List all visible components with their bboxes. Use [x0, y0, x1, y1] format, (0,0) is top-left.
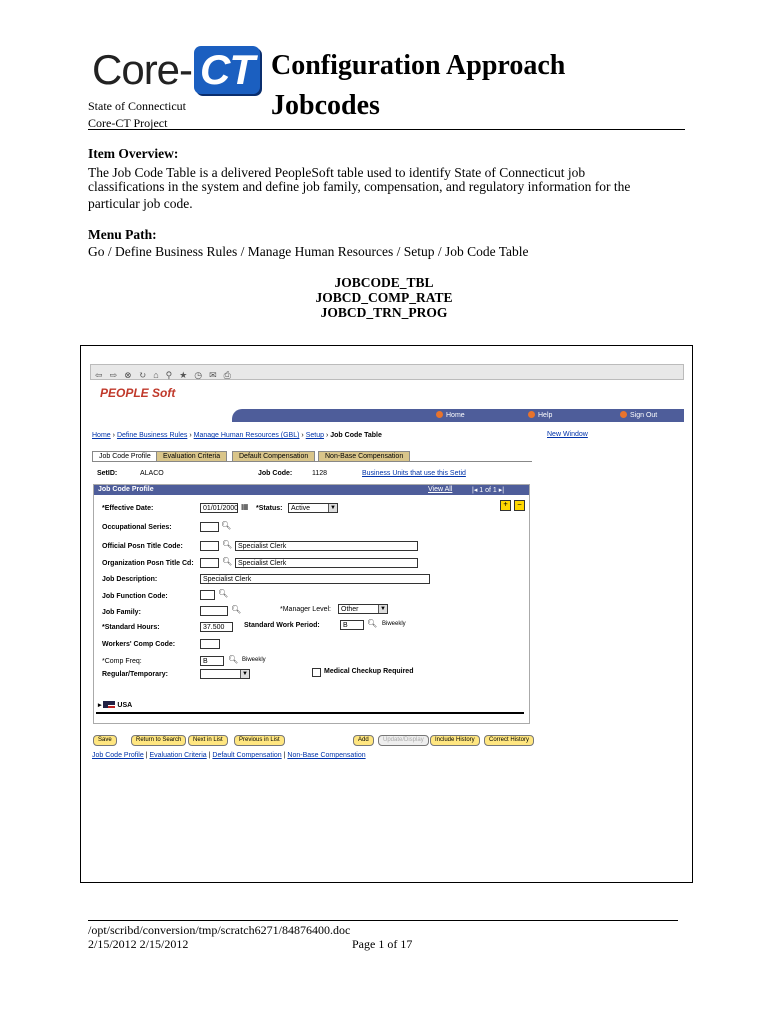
manager-level-label: *Manager Level:: [280, 606, 331, 613]
setid-value: ALACO: [140, 470, 164, 477]
job-function-input[interactable]: [200, 590, 215, 600]
reg-temp-label: Regular/Temporary:: [102, 671, 168, 678]
breadcrumb: Home › Define Business Rules › Manage Human Resources (GBL) › Setup › Job Code Table: [92, 432, 382, 439]
help-link[interactable]: Help: [528, 411, 552, 419]
overview-line: classifications in the system and define job family, compensation, and regulatory information for the: [88, 179, 631, 194]
org-name: State of Connecticut: [88, 99, 186, 113]
back-icon[interactable]: ⇦: [95, 370, 103, 380]
add-row-button[interactable]: +: [500, 500, 511, 511]
country-section[interactable]: ▸ USA: [98, 702, 133, 709]
help-icon: [528, 411, 535, 418]
std-period-desc: Biweekly: [382, 621, 406, 627]
effective-date-label: *Effective Date:: [102, 505, 154, 512]
bottom-tab-links: Job Code Profile | Evaluation Criteria | Default Compensation | Non-Base Compensation: [92, 752, 366, 759]
peoplesoft-logo: PEOPLE Soft: [100, 386, 176, 400]
tab-baseline: [92, 461, 532, 462]
job-function-label: Job Function Code:: [102, 593, 168, 600]
include-history-button[interactable]: Include History: [430, 735, 480, 746]
panel-header: Job Code Profile View All |◂ 1 of 1 ▸|: [94, 485, 529, 495]
effective-date-input[interactable]: 01/01/2000: [200, 503, 238, 513]
table-name: JOBCD_COMP_RATE: [315, 290, 453, 305]
comp-freq-input[interactable]: B: [200, 656, 224, 666]
update-display-button[interactable]: Update/Display: [378, 735, 429, 746]
doc-subtitle: Jobcodes: [271, 90, 380, 121]
jobcode-value: 1128: [312, 470, 328, 477]
comp-freq-label: *Comp Freq:: [102, 658, 142, 665]
refresh-icon[interactable]: ↻: [138, 370, 147, 380]
std-hours-label: *Standard Hours:: [102, 624, 160, 631]
print-icon[interactable]: ⎙: [223, 370, 231, 380]
overview-line: The Job Code Table is a delivered PeopleSoft table used to identify State of Connecticut job: [88, 165, 586, 180]
lookup-icon[interactable]: 🔍︎: [218, 589, 229, 598]
org-title-desc[interactable]: Specialist Clerk: [235, 558, 418, 568]
new-window-link[interactable]: New Window: [547, 431, 588, 438]
medical-label: Medical Checkup Required: [324, 668, 414, 675]
menu-path: Go / Define Business Rules / Manage Human Resources / Setup / Job Code Table: [88, 244, 529, 259]
status-select[interactable]: Active ▼: [288, 503, 338, 513]
lookup-icon[interactable]: 🔍︎: [222, 540, 233, 549]
ps-navbar: [232, 409, 684, 422]
lookup-icon[interactable]: 🔍︎: [228, 655, 239, 664]
signout-icon: [620, 411, 627, 418]
footer-divider: [88, 920, 678, 921]
home-icon[interactable]: ⌂: [153, 370, 159, 380]
setid-label: SetID:: [97, 470, 118, 477]
official-title-label: Official Posn Title Code:: [102, 543, 183, 550]
delete-row-button[interactable]: −: [514, 500, 525, 511]
country-divider: [96, 712, 524, 714]
occ-series-input[interactable]: [200, 522, 219, 532]
return-to-search-button[interactable]: Return to Search: [131, 735, 186, 746]
tab-evaluation-criteria[interactable]: Evaluation Criteria: [156, 451, 227, 462]
job-family-label: Job Family:: [102, 609, 141, 616]
save-button[interactable]: Save: [93, 735, 117, 746]
table-name: JOBCODE_TBL: [334, 275, 434, 290]
org-title-label: Organization Posn Title Cd:: [102, 560, 194, 567]
stop-icon[interactable]: ⊗: [124, 370, 132, 380]
comp-freq-desc: Biweekly: [242, 657, 266, 663]
workers-comp-input[interactable]: [200, 639, 220, 649]
business-units-link[interactable]: Business Units that use this Setid: [362, 470, 466, 477]
job-code-profile-panel: [93, 484, 530, 724]
calendar-icon[interactable]: ▦: [241, 502, 249, 511]
std-period-input[interactable]: B: [340, 620, 364, 630]
official-title-desc[interactable]: Specialist Clerk: [235, 541, 418, 551]
job-desc-label: Job Description:: [102, 576, 158, 583]
tab-default-compensation[interactable]: Default Compensation: [232, 451, 315, 462]
us-flag-icon: [103, 701, 115, 708]
footer-dates: 2/15/2012 2/15/2012: [88, 937, 189, 951]
lookup-icon[interactable]: 🔍︎: [222, 557, 233, 566]
core-ct-logo: Core- CT: [92, 46, 260, 94]
mail-icon[interactable]: ✉: [209, 370, 217, 380]
view-all-link[interactable]: View All: [428, 486, 453, 493]
occ-series-label: Occupational Series:: [102, 524, 172, 531]
medical-checkbox[interactable]: [312, 668, 321, 677]
footer-page: Page 1 of 17: [352, 937, 413, 951]
doc-title: Configuration Approach: [271, 50, 566, 81]
workers-comp-label: Workers' Comp Code:: [102, 641, 176, 648]
reg-temp-select[interactable]: ▼: [200, 669, 250, 679]
correct-history-button[interactable]: Correct History: [484, 735, 534, 746]
lookup-icon[interactable]: 🔍︎: [231, 605, 242, 614]
signout-link[interactable]: Sign Out: [620, 411, 657, 419]
tab-non-base-compensation[interactable]: Non-Base Compensation: [318, 451, 410, 462]
project-name: Core-CT Project: [88, 116, 168, 130]
manager-level-select[interactable]: Other ▼: [338, 604, 388, 614]
history-icon[interactable]: ◷: [194, 370, 203, 380]
job-family-input[interactable]: [200, 606, 228, 616]
previous-in-list-button[interactable]: Previous in List: [234, 735, 285, 746]
lookup-icon[interactable]: 🔍︎: [221, 521, 232, 530]
add-button[interactable]: Add: [353, 735, 374, 746]
job-description-input[interactable]: Specialist Clerk: [200, 574, 430, 584]
official-title-code-input[interactable]: [200, 541, 219, 551]
jobcode-label: Job Code:: [258, 470, 293, 477]
forward-icon[interactable]: ⇨: [109, 370, 118, 380]
pager[interactable]: |◂ 1 of 1 ▸|: [472, 487, 505, 494]
search-icon[interactable]: ⚲: [165, 370, 173, 380]
browser-toolbar: [90, 364, 684, 380]
org-title-code-input[interactable]: [200, 558, 219, 568]
footer-path: /opt/scribd/conversion/tmp/scratch6271/84876400.doc: [88, 923, 351, 937]
std-period-label: Standard Work Period:: [244, 622, 320, 629]
std-hours-input[interactable]: 37.500: [200, 622, 233, 632]
home-icon: [436, 411, 443, 418]
next-in-list-button[interactable]: Next in List: [188, 735, 228, 746]
tab-job-code-profile[interactable]: Job Code Profile: [92, 451, 158, 462]
table-name: JOBCD_TRN_PROG: [320, 305, 448, 320]
overview-heading: Item Overview:: [88, 146, 179, 161]
status-label: *Status:: [256, 505, 283, 512]
home-link[interactable]: Home: [436, 411, 465, 419]
lookup-icon[interactable]: 🔍︎: [367, 619, 378, 628]
overview-line: particular job code.: [88, 196, 193, 211]
menu-heading: Menu Path:: [88, 227, 157, 242]
header-divider: [88, 129, 685, 130]
favorites-icon[interactable]: ★: [179, 370, 188, 380]
